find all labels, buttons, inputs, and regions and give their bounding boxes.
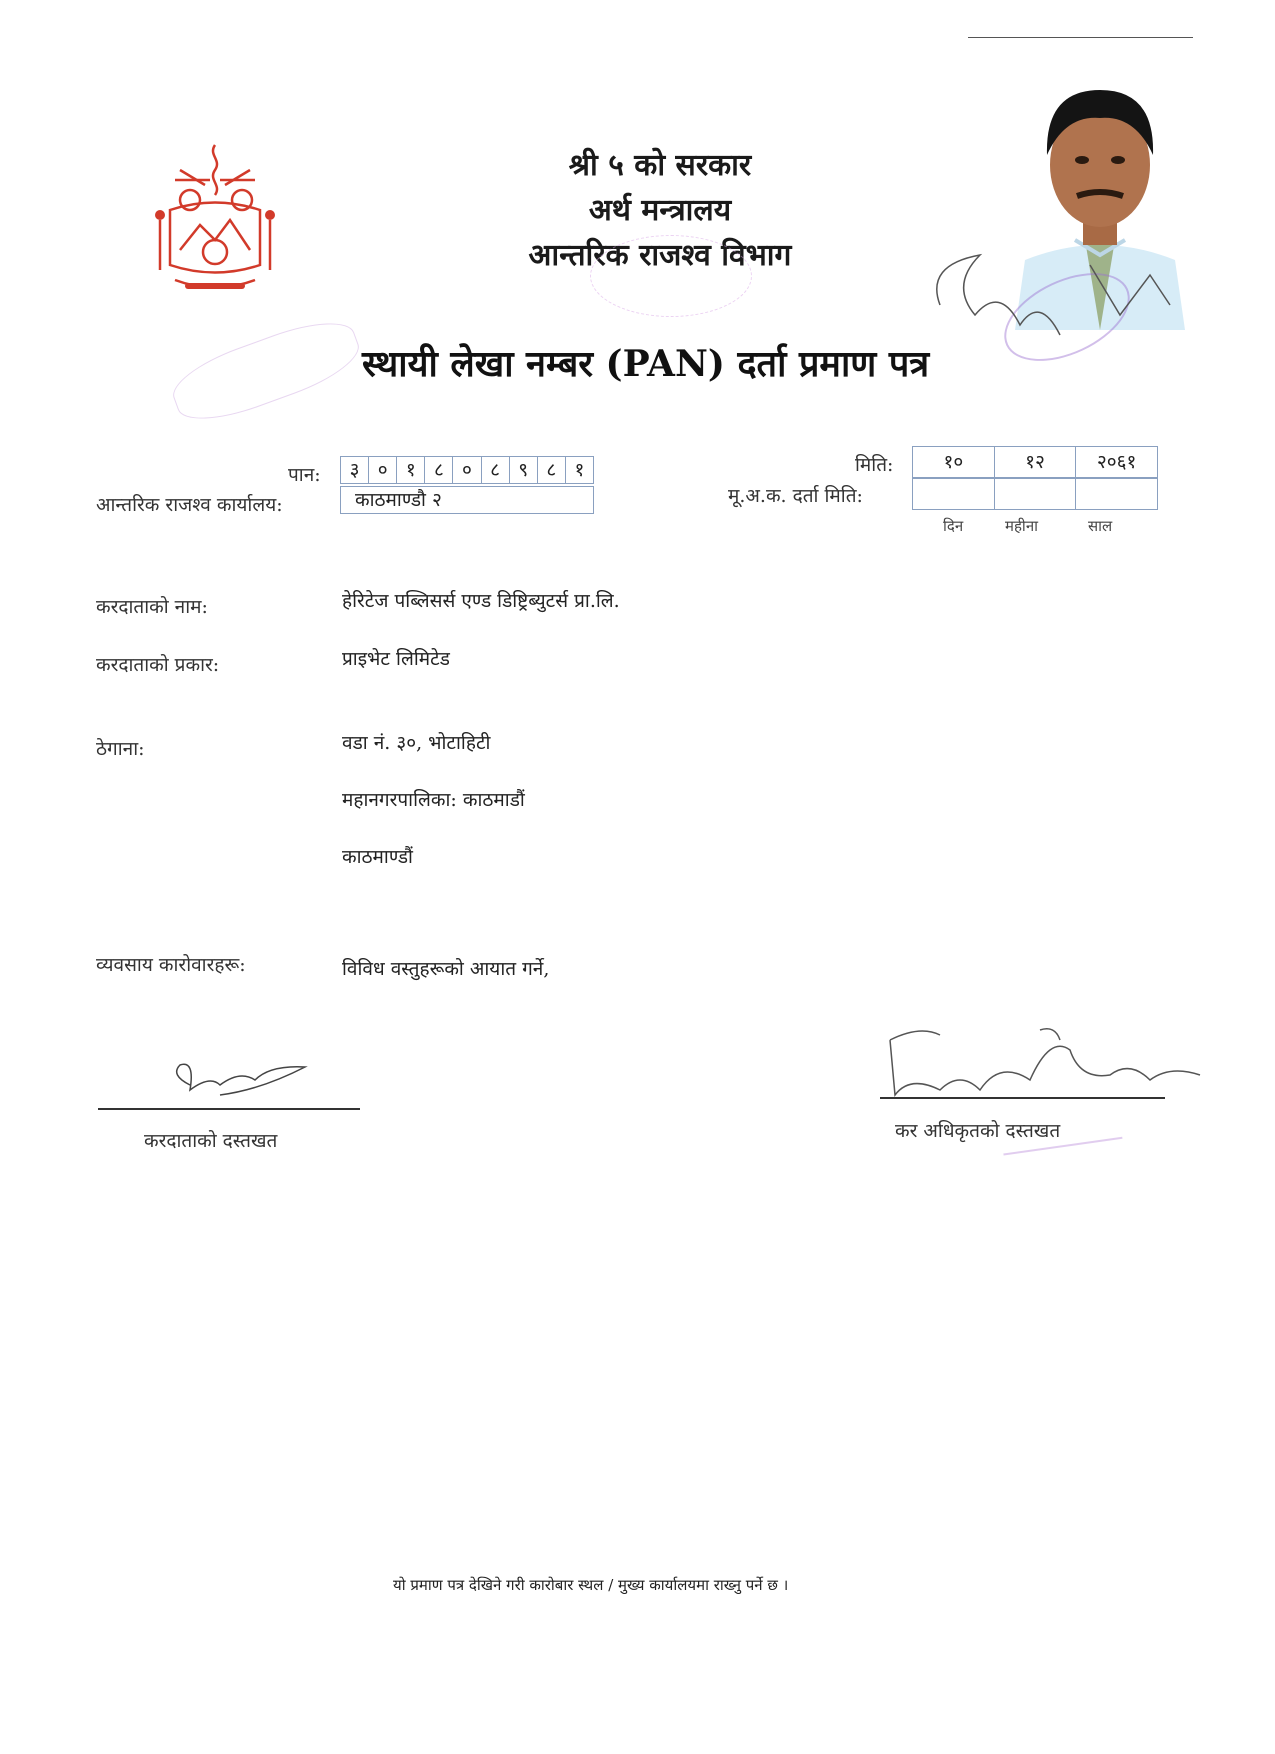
pan-digit: ० xyxy=(453,457,481,483)
vat-date-day xyxy=(913,479,995,509)
vat-date-year xyxy=(1076,479,1157,509)
office-value-box xyxy=(340,486,594,514)
taxpayer-type-label: करदाताको प्रकार: xyxy=(96,654,220,676)
office-value: काठमाण्डौ २ xyxy=(355,489,442,511)
pan-digit: ८ xyxy=(482,457,510,483)
taxpayer-type-value: प्राइभेट लिमिटेड xyxy=(342,648,450,670)
vat-date-box xyxy=(912,478,1158,510)
top-rule xyxy=(968,37,1193,38)
pan-digit: ९ xyxy=(510,457,538,483)
officer-signature-line xyxy=(880,1097,1165,1099)
photo-signature xyxy=(920,245,1200,385)
header-ministry: अर्थ मन्त्रालय xyxy=(588,193,732,228)
taxpayer-name-label: करदाताको नाम: xyxy=(96,596,208,618)
date-month: १२ xyxy=(995,447,1077,477)
pan-digit: ० xyxy=(369,457,397,483)
pan-digit: १ xyxy=(397,457,425,483)
date-day: १० xyxy=(913,447,995,477)
footer-note: यो प्रमाण पत्र देखिने गरी कारोबार स्थल / मुख्य कार्यालयमा राख्नु पर्ने छ । xyxy=(393,1576,789,1594)
taxpayer-signature-label: करदाताको दस्तखत xyxy=(144,1130,278,1152)
pan-label: पान: xyxy=(288,464,321,486)
date-year: २०६१ xyxy=(1096,451,1137,473)
pan-digit: ३ xyxy=(341,457,369,483)
taxpayer-signature xyxy=(160,1055,310,1105)
address-line-2: महानगरपालिका: काठमाडौं xyxy=(342,789,525,811)
government-emblem xyxy=(150,140,280,300)
address-line-1: वडा नं. ३०, भोटाहिटी xyxy=(342,732,491,754)
address-line-3: काठमाण्डौं xyxy=(342,846,413,868)
certificate-title: स्थायी लेखा नम्बर (PAN) दर्ता प्रमाण पत्र xyxy=(362,343,930,385)
office-stamp-left xyxy=(165,309,367,433)
date-box xyxy=(912,446,1158,478)
officer-signature-label: कर अधिकृतको दस्तखत xyxy=(895,1120,1061,1142)
vat-date-label: मू.अ.क. दर्ता मिति: xyxy=(728,485,863,507)
pan-digit: ८ xyxy=(538,457,566,483)
pan-digit: १ xyxy=(574,459,585,481)
taxpayer-signature-line xyxy=(98,1108,360,1110)
header-government: श्री ५ को सरकार xyxy=(568,148,752,183)
year-caption: साल xyxy=(1088,517,1113,535)
officer-stamp xyxy=(1003,1137,1126,1185)
day-caption: दिन xyxy=(943,517,964,535)
business-value: विविध वस्तुहरूको आयात गर्ने, xyxy=(342,958,550,980)
header-department: आन्तरिक राजश्व विभाग xyxy=(528,238,792,273)
date-label: मिति: xyxy=(855,454,894,476)
business-label: व्यवसाय कारोवारहरू: xyxy=(96,954,246,976)
pan-digit: ८ xyxy=(425,457,453,483)
department-stamp xyxy=(590,235,752,317)
address-label: ठेगाना: xyxy=(96,738,145,760)
office-label: आन्तरिक राजश्व कार्यालय: xyxy=(96,494,283,516)
vat-date-month xyxy=(995,479,1077,509)
pan-number-box xyxy=(340,456,594,484)
taxpayer-name-value: हेरिटेज पब्लिसर्स एण्ड डिष्ट्रिब्युटर्स प्रा.लि. xyxy=(342,590,620,612)
month-caption: महीना xyxy=(1005,517,1039,535)
